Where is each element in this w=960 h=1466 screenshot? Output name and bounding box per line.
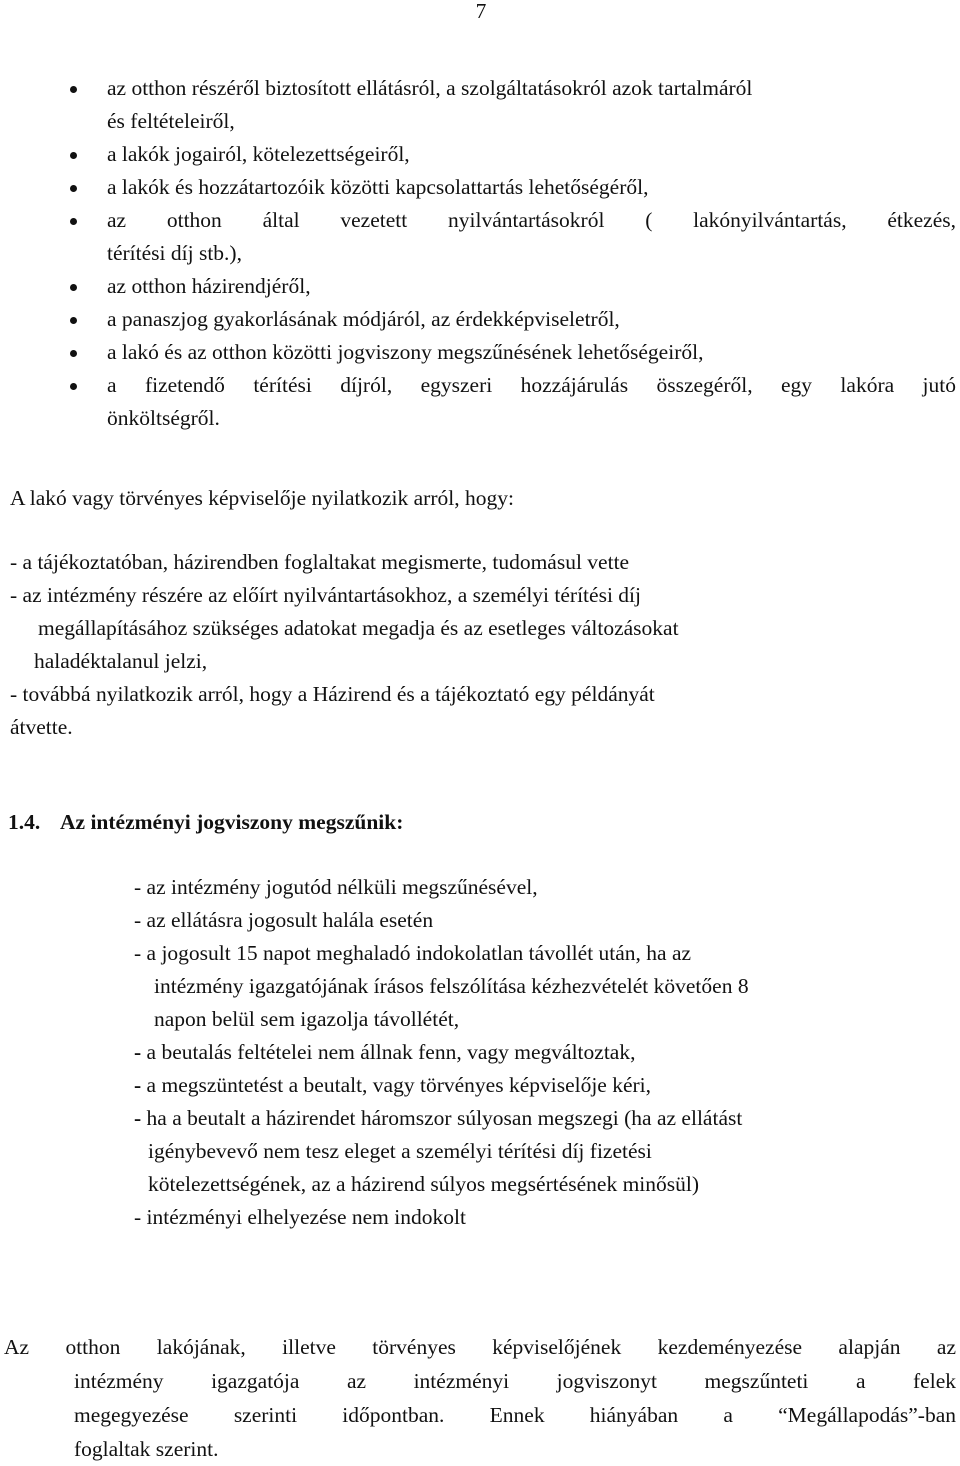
termination-item-continuation: intézmény igazgatójának írásos felszólítása kézhezvételét követően 8 — [154, 974, 749, 998]
closing-paragraph — [4, 1330, 956, 1466]
bullet-item — [0, 336, 960, 369]
bullet-line: az otthon által vezetett nyilvántartásokról ( lakónyilvántartás, étkezés, — [107, 208, 956, 232]
bold-dash: - — [134, 1106, 142, 1130]
bullet-item — [0, 72, 960, 138]
statement-line: haladéktalanul jelzi, — [34, 649, 208, 673]
bullet-line: önköltségről. — [107, 406, 220, 430]
section-title: Az intézményi jogviszony megszűnik: — [60, 810, 404, 834]
closing-line: megegyezése szerinti időpontban. Ennek hiányában a “Megállapodás”-ban — [74, 1403, 956, 1427]
termination-item — [134, 1069, 944, 1102]
statement-line: - továbbá nyilatkozik arról, hogy a Házirend és a tájékoztató egy példányát — [10, 682, 655, 706]
bullet-line: a lakó és az otthon közötti jogviszony megszűnésének lehetőségeiről, — [107, 340, 704, 364]
bullet-line: a fizetendő térítési díjról, egyszeri hozzájárulás összegéről, egy lakóra jutó — [107, 373, 956, 397]
termination-item: - az ellátásra jogosult halála esetén — [134, 908, 434, 932]
statement-list — [10, 546, 900, 744]
termination-item-text: ha a beutalt a házirendet háromszor súlyosan megszegi (ha az ellátást — [141, 1106, 743, 1130]
bold-dash: - — [134, 1040, 142, 1064]
closing-line: Az otthon lakójának, illetve törvényes képviselőjének kezdeményezése alapján az — [4, 1335, 956, 1359]
bullet-line: a lakók és hozzátartozóik közötti kapcsolattartás lehetőségéről, — [107, 175, 649, 199]
termination-item-continuation: kötelezettségének, az a házirend súlyos megsértésének minősül) — [148, 1172, 700, 1196]
termination-item-text: a megszüntetést a beutalt, vagy törvényes képviselője kéri, — [141, 1073, 652, 1097]
statement-line: megállapításához szükséges adatokat megadja és az esetleges változásokat — [38, 616, 679, 640]
bullet-line: az otthon házirendjéről, — [107, 274, 311, 298]
termination-item: - intézményi elhelyezése nem indokolt — [134, 1205, 466, 1229]
bold-dash: - — [134, 1073, 142, 1097]
section-number: 1.4. — [8, 810, 41, 834]
bullet-line: a lakók jogairól, kötelezettségeiről, — [107, 142, 410, 166]
termination-item-continuation: igénybevevő nem tesz eleget a személyi térítési díj fizetési — [148, 1139, 652, 1163]
termination-item: - az intézmény jogutód nélküli megszűnésével, — [134, 875, 538, 899]
information-bullet-list — [0, 72, 960, 435]
closing-line: intézmény igazgatója az intézményi jogviszonyt megszűnteti a felek — [74, 1369, 956, 1393]
bullet-item — [0, 204, 960, 270]
termination-item: - a jogosult 15 napot meghaladó indokolatlan távollét után, ha az — [134, 941, 692, 965]
bullet-item — [0, 303, 960, 336]
termination-item — [134, 1036, 944, 1069]
section-heading — [8, 806, 403, 839]
termination-list — [134, 871, 944, 1234]
bullet-line: és feltételeiről, — [107, 109, 235, 133]
bullet-item — [0, 369, 960, 435]
termination-item-continuation: napon belül sem igazolja távollétét, — [154, 1007, 460, 1031]
termination-item — [134, 1102, 944, 1135]
statement-line: átvette. — [10, 715, 73, 739]
statement-line: - az intézmény részére az előírt nyilvántartásokhoz, a személyi térítési díj — [10, 583, 641, 607]
statement-intro: A lakó vagy törvényes képviselője nyilatkozik arról, hogy: — [10, 486, 514, 510]
closing-line: foglaltak szerint. — [74, 1437, 219, 1461]
termination-item-text: a beutalás feltételei nem állnak fenn, vagy megváltoztak, — [141, 1040, 636, 1064]
bullet-item — [0, 270, 960, 303]
bullet-line: a panaszjog gyakorlásának módjáról, az érdekképviseletről, — [107, 307, 620, 331]
bullet-item — [0, 171, 960, 204]
bullet-line: az otthon részéről biztosított ellátásról, a szolgáltatásokról azok tartalmáról — [107, 76, 753, 100]
bullet-item — [0, 138, 960, 171]
statement-line: - a tájékoztatóban, házirendben foglaltakat megismerte, tudomásul vette — [10, 550, 630, 574]
bullet-line: térítési díj stb.), — [107, 241, 242, 265]
page-number: 7 — [475, 0, 487, 23]
